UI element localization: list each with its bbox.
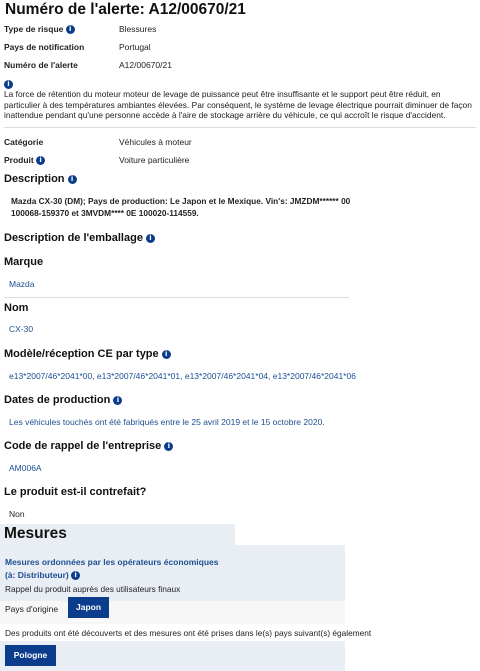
ordered-measures-title: Mesures ordonnées par les opérateurs économiques (à: Distributeur) i: [5, 557, 219, 580]
product-value: Voiture particulière: [119, 155, 190, 165]
packaging-heading: Description de l'emballage i: [4, 232, 155, 244]
notification-country-value: Portugal: [119, 42, 151, 52]
info-icon[interactable]: i: [68, 175, 77, 184]
info-icon[interactable]: i: [66, 25, 75, 34]
found-countries-text: Des produits ont été découverts et des mesures ont été prises dans le(s) pays suivant(s) également: [5, 628, 372, 638]
production-dates-heading: Dates de production i: [4, 394, 122, 406]
ordered-measures-text: Rappel du produit auprès des utilisateurs finaux: [5, 584, 181, 594]
description-text: Mazda CX-30 (DM); Pays de production: Le Japon et le Mexique. Vin's: JMZDM****** 00 100068-159370 et 3MVDM**** 0E 100020-114559.: [11, 196, 351, 218]
production-dates-value: Les véhicules touchés ont été fabriqués entre le 25 avril 2019 et le 15 octobre 2020.: [9, 417, 325, 427]
risk-type-label: Type de risque i: [4, 24, 75, 34]
recall-code-value: AM006A: [9, 463, 42, 473]
info-icon[interactable]: i: [146, 234, 155, 243]
info-icon[interactable]: i: [36, 156, 45, 165]
info-icon[interactable]: i: [113, 396, 122, 405]
alert-number-value: A12/00670/21: [119, 60, 172, 70]
category-value: Véhicules à moteur: [119, 137, 192, 147]
recall-code-heading: Code de rappel de l'entreprise i: [4, 440, 173, 452]
origin-country-button[interactable]: Japon: [68, 597, 109, 618]
info-icon[interactable]: i: [162, 350, 171, 359]
country-poland-button[interactable]: Pologne: [5, 645, 56, 666]
type-approval-value: e13*2007/46*2041*00, e13*2007/46*2041*01, e13*2007/46*2041*04, e13*2007/46*2041*06: [9, 371, 356, 381]
description-heading: Description i: [4, 173, 77, 185]
counterfeit-heading: Le produit est-il contrefait?: [4, 486, 147, 498]
risk-description: La force de rétention du moteur moteur de levage de puissance peut être insuffisante et le support peut être réduit, en particulier à des températures ambiantes élevées. Par conséquent, le système de levage électrique pourrait diminuer de façon inattendue pendant qu'une personne accède à l'aire de stockage arrière du véhicule, ce qui accroît le risque d'accident.: [4, 89, 472, 120]
info-icon[interactable]: i: [71, 571, 80, 580]
brand-heading: Marque: [4, 256, 44, 268]
alert-number-label: Numéro de l'alerte: [4, 60, 78, 70]
name-heading: Nom: [4, 302, 29, 314]
divider: [4, 297, 349, 298]
measures-heading: Mesures: [4, 525, 67, 542]
info-icon[interactable]: i: [4, 80, 13, 89]
risk-type-value: Blessures: [119, 24, 157, 34]
counterfeit-value: Non: [9, 509, 25, 519]
category-label: Catégorie: [4, 137, 44, 147]
type-approval-heading: Modèle/réception CE par type i: [4, 348, 171, 360]
origin-label: Pays d'origine: [5, 604, 59, 614]
page-title: Numéro de l'alerte: A12/00670/21: [5, 1, 246, 18]
info-icon[interactable]: i: [164, 442, 173, 451]
brand-value: Mazda: [9, 279, 35, 289]
divider: [4, 127, 476, 128]
notification-country-label: Pays de notification: [4, 42, 85, 52]
product-label: Produit i: [4, 155, 45, 165]
name-value: CX-30: [9, 324, 34, 334]
